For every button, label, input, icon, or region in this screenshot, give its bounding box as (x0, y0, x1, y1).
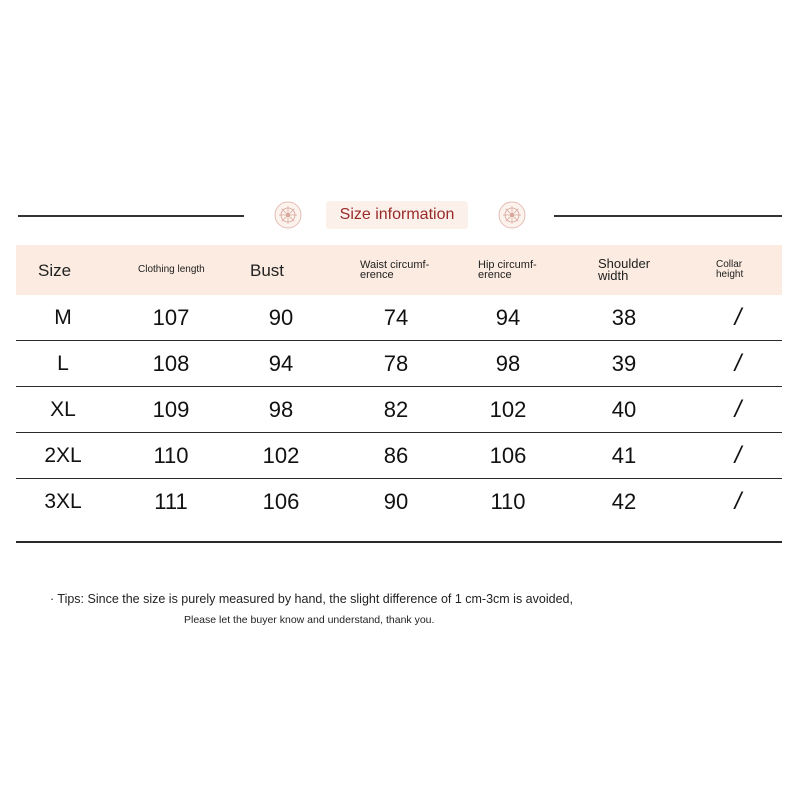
flower-emblem-icon (273, 200, 303, 230)
cell-size: M (54, 306, 72, 329)
cell-bust: 106 (262, 489, 300, 514)
divider-left (18, 215, 244, 217)
tips-line-1: · Tips: Since the size is purely measured by hand, the slight difference of 1 cm-3cm is avoided, (50, 592, 573, 606)
cell-shoulder: 38 (611, 305, 637, 330)
cell-size: L (57, 352, 69, 375)
divider-right (554, 215, 782, 217)
column-header-shoulder: Shoulder width (598, 256, 651, 283)
column-header-waist: Waist circumf- erence (360, 259, 430, 281)
table-row (16, 387, 782, 433)
cell-shoulder: 39 (611, 351, 637, 376)
cell-hip: 106 (489, 443, 527, 468)
cell-bust: 90 (268, 305, 294, 330)
cell-shoulder: 40 (611, 397, 637, 422)
size-table (16, 245, 782, 524)
cell-waist: 82 (383, 397, 409, 422)
cell-collar: / (734, 350, 742, 377)
size-info-header (0, 195, 800, 240)
cell-hip: 94 (495, 305, 521, 330)
table-bottom-divider (16, 541, 782, 543)
cell-size: 2XL (44, 444, 82, 467)
table-header (16, 245, 782, 295)
table-body (16, 295, 782, 524)
tips-line-2: Please let the buyer know and understand, thank you. (184, 614, 435, 626)
column-header-size: Size (38, 260, 72, 280)
cell-clothing-length: 111 (154, 489, 188, 514)
cell-collar: / (734, 488, 742, 515)
column-header-bust: Bust (250, 260, 285, 280)
cell-hip: 98 (495, 351, 521, 376)
cell-waist: 86 (383, 443, 409, 468)
cell-size: XL (50, 398, 76, 421)
cell-collar: / (734, 396, 742, 423)
cell-bust: 94 (268, 351, 294, 376)
cell-size: 3XL (44, 490, 82, 513)
cell-hip: 110 (490, 489, 526, 514)
table-row (16, 295, 782, 341)
table-row (16, 479, 782, 524)
column-header-clothing-length: Clothing length (138, 264, 205, 275)
column-header-collar: Collar height (716, 259, 744, 280)
flower-emblem-icon (497, 200, 527, 230)
cell-waist: 74 (383, 305, 409, 330)
cell-collar: / (734, 442, 742, 469)
cell-hip: 102 (489, 397, 527, 422)
cell-bust: 102 (262, 443, 300, 468)
cell-clothing-length: 110 (153, 443, 189, 468)
table-row (16, 341, 782, 387)
cell-collar: / (734, 304, 742, 331)
cell-bust: 98 (268, 397, 294, 422)
table-row (16, 433, 782, 479)
cell-clothing-length: 109 (152, 397, 190, 422)
cell-shoulder: 41 (611, 443, 637, 468)
cell-waist: 78 (383, 351, 409, 376)
cell-waist: 90 (383, 489, 409, 514)
size-info-title: Size information (326, 201, 468, 229)
cell-shoulder: 42 (611, 489, 637, 514)
cell-clothing-length: 108 (152, 351, 190, 376)
column-header-hip: Hip circumf- erence (478, 259, 537, 281)
cell-clothing-length: 107 (152, 305, 190, 330)
